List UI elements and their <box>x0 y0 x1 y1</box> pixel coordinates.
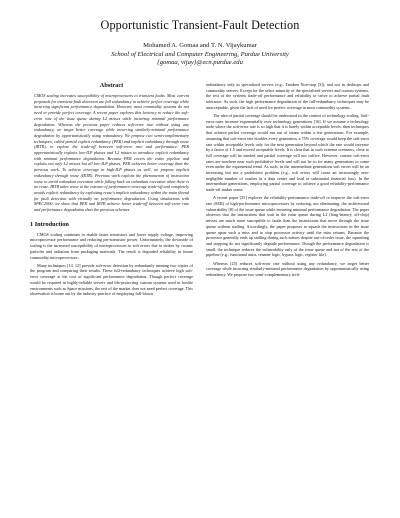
body-paragraph: CMOS scaling continues to enable faster transistors and lower supply voltage, improving microprocessor performance and reducing per-transistor power. Unfortunately, the downside of scaling is the increased susceptibility of microprocessors to soft errors due to strikes by cosmic particles and radiation from packaging materials. The result is degraded reliability in future commodity microprocessors. <box>30 231 193 260</box>
abstract-heading: Abstract <box>99 82 124 89</box>
body-paragraph: The idea of partial coverage should be understood in the context of technology scaling. Soft-error rates increase exponentially over technology generations [16]. If we assume a technology node where the soft-error rate is so high that it is barely within acceptable levels, then techniques that achieve partial coverage would run out of steam within a few generations. For example, assuming that soft-error rate doubles every generation, a 75% coverage would keep the soft-error rate within acceptable levels only for the next generation beyond which the rate would increase by a factor of 1.5 and exceed acceptable levels. It is clear that in such extreme scenarios, close to full coverage will be needed and partial coverage will not suffice. However, current soft-error rates are nowhere near such prohibitive levels and will not be so for many generations to come even under the exponential trend. As such, in the intermediate generations soft errors will be an increasing but not a prohibitive problem (e.g., soft errors will cause an increasingly non-negligible number of crashes in a data center and lead to substantial financial loss). In the intermediate generations, employing partial coverage to achieve a good reliability-performance trade-off makes sense. <box>206 113 369 193</box>
left-column <box>30 82 193 514</box>
body-paragraph: redundancy only in specialized servers (e.g., Tandem Non-stop [3]), and not in desktops and commodity servers. Except for the select minority of the specialized servers and custom systems, the rest of the systems trade-off performance and reliability to strive to achieve partial fault tolerance. As such, the high performance degradation of the full-redundancy techniques may be unacceptable, given the lack of need for perfect coverage in most commodity systems. <box>206 82 369 110</box>
affiliation: School of Electrical and Computer Engineering, Purdue University <box>111 50 289 58</box>
email: {gomaa, vijay}@ecn.purdue.edu <box>157 59 243 67</box>
body-paragraph: Many techniques [14, 12] provide soft-error detection by redundantly running two copies of the program and comparing their results. These full-redundancy techniques achieve high soft-error coverage at the cost of significant performance degradation. Though perfect coverage would be required in highly-reliable servers and life-protecting custom systems used in hostile environments such as Space missions, the rest of the market does not need perfect coverage. This observation is borne out by the industry practice of employing full-blown <box>30 262 193 297</box>
paper-title: Opportunistic Transient-Fault Detection <box>100 18 300 32</box>
abstract-text: CMOS scaling increases susceptibility of microprocessors to transient faults. Most current proposals for transient-fault detection use full redundancy to achieve perfect coverage while incurring significant performance degradation. However, most commodity systems do not need or provide perfect coverage. A recent paper explores this leniency to reduce the soft-error rate of the issue queue during L2 misses while incurring minimal performance degradation. Whereas the previous paper reduces soft-error rate without using any redundancy, we target better coverage while incurring similarly-minimal performance degradation by opportunistically using redundancy. We propose two semi-complementary techniques, called partial explicit redundancy (PER) and implicit redundancy through reuse (IRTR), to explore the trade-off between soft-error rate and performance. PER opportunistically exploits low-ILP phases and L2 misses to introduce explicit redundancy with minimal performance degradation. Because PER covers the entire pipeline and exploits not only L2 misses but all low-ILP phases, PER achieves better coverage than the previous work. To achieve coverage in high-ILP phases as well, we propose implicit redundancy through reuse (IRTR). Previous work exploits the phenomenon of instruction reuse to avoid redundant execution while falling back on redundant execution when there is no reuse. IRTR takes reuse to the extreme of performance-coverage trade-off and completely avoids explicit redundancy by exploiting reuse's implicit redundancy within the main thread for fault detection with virtually no performance degradation. Using simulations with SPEC2000, we show that PER and IRTR achieve better trade-off between soft-error rate and performance degradation than the previous schemes. <box>34 93 190 213</box>
right-column <box>206 82 369 514</box>
body-paragraph: A recent paper [25] explores the reliability-performance trade-off to improve the soft-error rate (SER) of high-performance microprocessors by reducing, not eliminating, the architectural vulnerability [8] of the issue queue while incurring minimal performance degradation. The paper observes that the instructions that wait in the issue queue during L2 (long-latency, off-chip) misses are much more susceptible to faults than the instructions that move through the issue queue without stalling. Accordingly, the paper proposes to squash the instructions in the issue queue upon such a miss and to stop processor activity until the miss returns. Because the processor generally ends up stalling during such misses despite out-of-order issue, the squashing and stopping do not significantly degrade performance. Though the performance degradation is small, the technique reduces the vulnerability only of the issue queue and not of the rest of the pipeline (e.g., functional units, rename logic, bypass logic, register file). <box>206 195 369 258</box>
author-block <box>0 42 400 68</box>
body-paragraph: Whereas [25] reduces soft-error rate without using any redundancy, we target better coverage while incurring similarly-minimal performance degradation by opportunistically using redundancy. We propose two semi-complementary tech- <box>206 260 369 277</box>
author-names: Mohamed A. Gomaa and T. N. Vijaykumar <box>143 42 257 49</box>
section-heading-introduction: 1 Introduction <box>30 220 69 228</box>
